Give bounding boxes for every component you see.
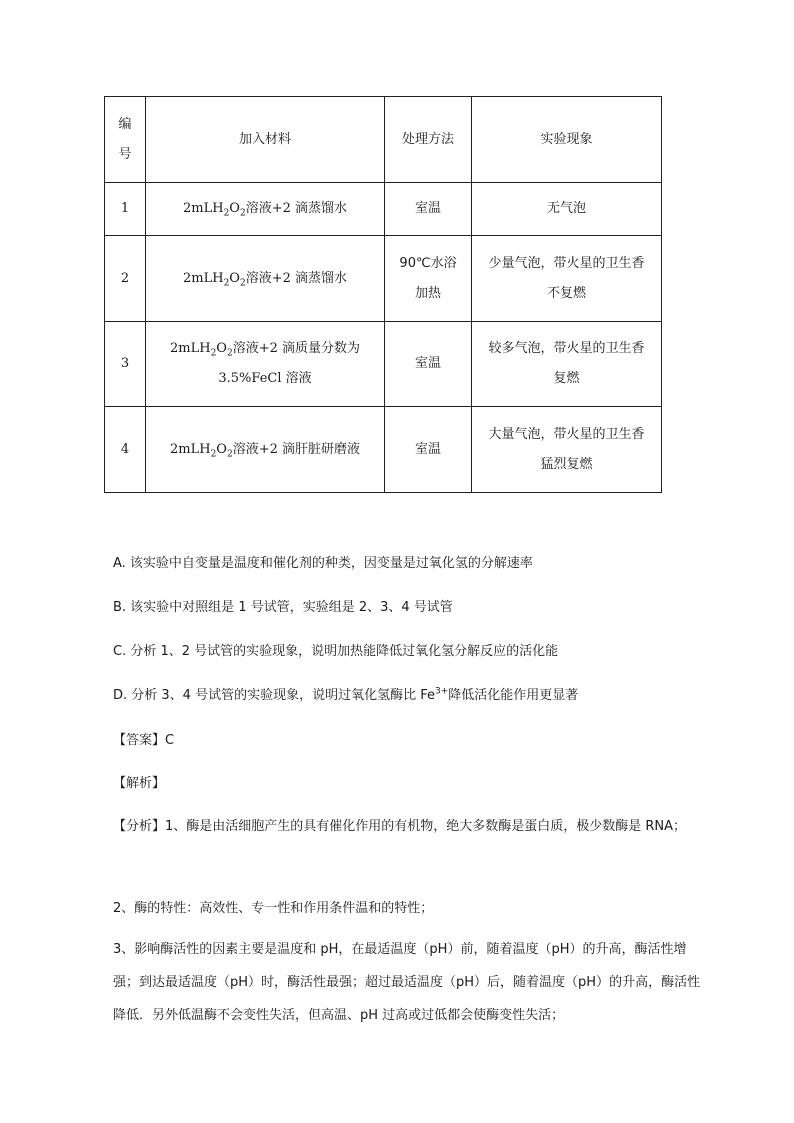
analysis-paragraph-3: 3、影响酶活性的因素主要是温度和 pH，在最适温度（pH）前，随着温度（pH）的升高，酶活性增强；到达最适温度（pH）时，酶活性最强；超过最适温度（pH）后，随着温度（pH）的升高，酶活性降低．另外低温酶不会变性失活，但高温、pH 过高或过低都会使酶变性失活； <box>113 942 701 1023</box>
option-c: C. 分析 1、2 号试管的实验现象，说明加热能降低过氧化氢分解反应的活化能 <box>113 644 559 659</box>
header-method: 处理方法 <box>385 97 472 183</box>
experiment-table <box>104 96 662 493</box>
option-a: A. 该实验中自变量是温度和催化剂的种类，因变量是过氧化氢的分解速率 <box>113 556 533 571</box>
table-row <box>105 407 662 493</box>
row-material: $2mLH_2O_2$溶液+2 滴质量分数为 3.5%FeCl 溶液 <box>146 322 385 407</box>
answer-line: 【答案】C <box>113 733 175 748</box>
analysis-label: 【解析】 <box>113 776 166 791</box>
option-b: B. 该实验中对照组是 1 号试管，实验组是 2、3、4 号试管 <box>113 600 453 615</box>
row-result: 较多气泡，带火星的卫生香复燃 <box>472 322 662 407</box>
row-method: 室温 <box>385 407 472 493</box>
row-result: 少量气泡，带火星的卫生香不复燃 <box>472 236 662 322</box>
table-row <box>105 236 662 322</box>
row-material: $2mLH_2O_2$溶液+2 滴肝脏研磨液 <box>146 407 385 493</box>
row-material: $2mLH_2O_2$溶液+2 滴蒸馏水 <box>146 236 385 322</box>
row-id: 3 <box>105 322 146 407</box>
row-id: 2 <box>105 236 146 322</box>
table-row <box>105 322 662 407</box>
header-result: 实验现象 <box>472 97 662 183</box>
option-d: D. 分析 3、4 号试管的实验现象，说明过氧化氢酶比 $Fe^{3+}$降低活化能作用更显著 <box>113 686 579 703</box>
header-material: 加入材料 <box>146 97 385 183</box>
row-method: 室温 <box>385 183 472 236</box>
row-result: 大量气泡，带火星的卫生香猛烈复燃 <box>472 407 662 493</box>
row-material: $2mLH_2O_2$溶液+2 滴蒸馏水 <box>146 183 385 236</box>
row-method: 室温 <box>385 322 472 407</box>
row-result: 无气泡 <box>472 183 662 236</box>
header-id: 编号 <box>105 97 146 183</box>
row-id: 4 <box>105 407 146 493</box>
table-header-row <box>105 97 662 183</box>
table-row <box>105 183 662 236</box>
row-id: 1 <box>105 183 146 236</box>
analysis-paragraph-2: 2、酶的特性：高效性、专一性和作用条件温和的特性； <box>113 901 434 916</box>
row-method: 90℃水浴加热 <box>385 236 472 322</box>
analysis-paragraph-1: 【分析】1、酶是由活细胞产生的具有催化作用的有机物，绝大多数酶是蛋白质，极少数酶是 RNA； <box>113 819 687 834</box>
